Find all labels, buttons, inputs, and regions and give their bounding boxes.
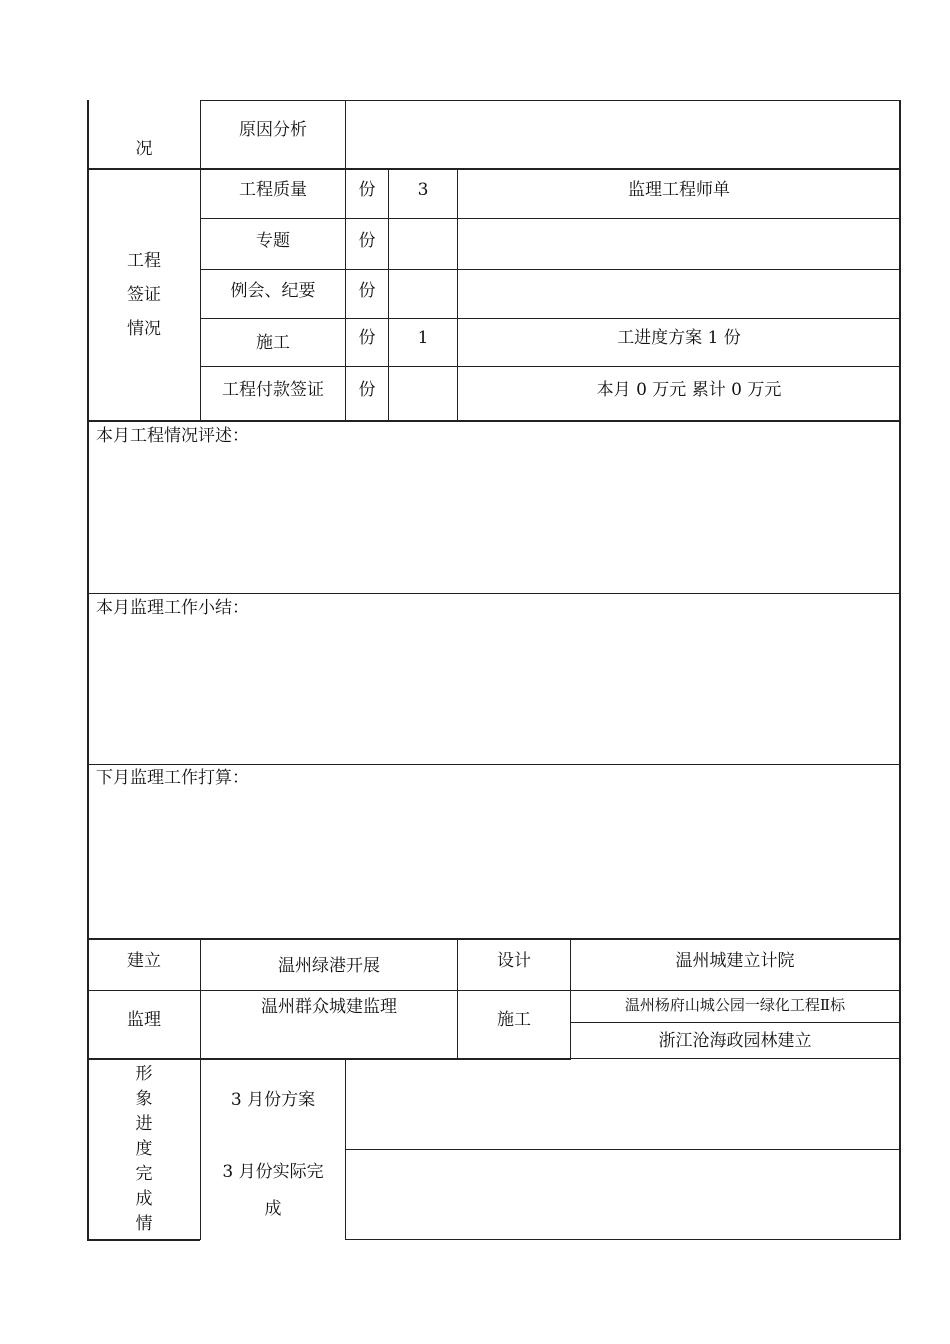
visa-row-detail[interactable]: 工进度方案 1 份: [617, 328, 741, 348]
supervisor-value[interactable]: 温州群众城建监理: [261, 997, 397, 1017]
row-line: [200, 218, 900, 219]
progress-title: [132, 1062, 156, 1237]
visa-row-unit: 份: [358, 231, 376, 251]
visa-row-unit: 份: [358, 180, 376, 200]
row-line: [571, 1058, 900, 1059]
progress-title-text: 形象进度完成情: [135, 1064, 153, 1234]
row-line: [87, 1239, 200, 1241]
row-line: [87, 1058, 571, 1060]
row-line: [87, 168, 900, 170]
builder-value[interactable]: 温州绿港开展: [278, 956, 380, 976]
visa-section-title: [119, 244, 169, 346]
col-line: [457, 168, 458, 420]
construction-label: 施工: [497, 1010, 531, 1030]
visa-row-count[interactable]: 1: [417, 328, 429, 348]
visa-row-unit: 份: [358, 281, 376, 301]
visa-section-title-text: 工程签证情况: [127, 251, 161, 339]
col-line: [457, 938, 458, 1059]
visa-row-label: 工程付款签证: [222, 380, 324, 400]
reason-label: 原因分析: [239, 120, 307, 140]
visa-row-label: 工程质量: [239, 180, 307, 200]
visa-row-detail[interactable]: 监理工程师单: [628, 180, 730, 200]
visa-row-label: 例会、纪要: [230, 281, 316, 301]
col-line: [345, 1059, 346, 1240]
row-line: [571, 1022, 900, 1023]
summary-heading: 本月监理工作小结：: [96, 598, 249, 618]
construction-project[interactable]: 温州杨府山城公园一绿化工程Ⅱ标: [624, 996, 846, 1014]
col-line: [345, 100, 346, 420]
visa-row-unit: 份: [358, 328, 376, 348]
col-line: [388, 168, 389, 420]
design-label: 设计: [497, 951, 531, 971]
visa-row-unit: 份: [358, 380, 376, 400]
row-line: [87, 990, 900, 991]
actual-label: [214, 1154, 332, 1228]
visa-row-detail[interactable]: 本月 0 万元 累计 0 万元: [596, 380, 782, 400]
row-line: [200, 366, 900, 367]
supervisor-label: 监理: [127, 1010, 161, 1030]
actual-label-text: 3 月份实际完成: [222, 1162, 324, 1219]
row-line: [200, 318, 900, 319]
visa-row-count[interactable]: 3: [417, 180, 429, 200]
row-line: [346, 1149, 900, 1150]
col-line: [570, 938, 571, 1059]
row-line: [87, 764, 900, 765]
planned-label: 3 月份方案: [230, 1090, 316, 1110]
col-line: [200, 100, 201, 420]
col-line: [200, 1059, 201, 1240]
col-line: [200, 938, 201, 1059]
row-line: [200, 100, 900, 101]
design-value[interactable]: 温州城建立计院: [675, 951, 795, 971]
review-heading: 本月工程情况评述：: [96, 426, 249, 446]
row-line: [87, 593, 900, 594]
table-border-right: [899, 100, 901, 1240]
visa-row-label: 专题: [256, 231, 290, 251]
table-border-left: [87, 100, 89, 1241]
visa-row-label: 施工: [256, 333, 290, 353]
row-line: [87, 938, 900, 940]
builder-label: 建立: [127, 951, 161, 971]
row-line: [346, 1239, 900, 1240]
plan-heading: 下月监理工作打算：: [96, 768, 249, 788]
construction-company[interactable]: 浙江沧海政园林建立: [658, 1031, 812, 1051]
reason-left-label: 况: [135, 139, 153, 159]
row-line: [87, 420, 900, 422]
row-line: [200, 269, 900, 270]
